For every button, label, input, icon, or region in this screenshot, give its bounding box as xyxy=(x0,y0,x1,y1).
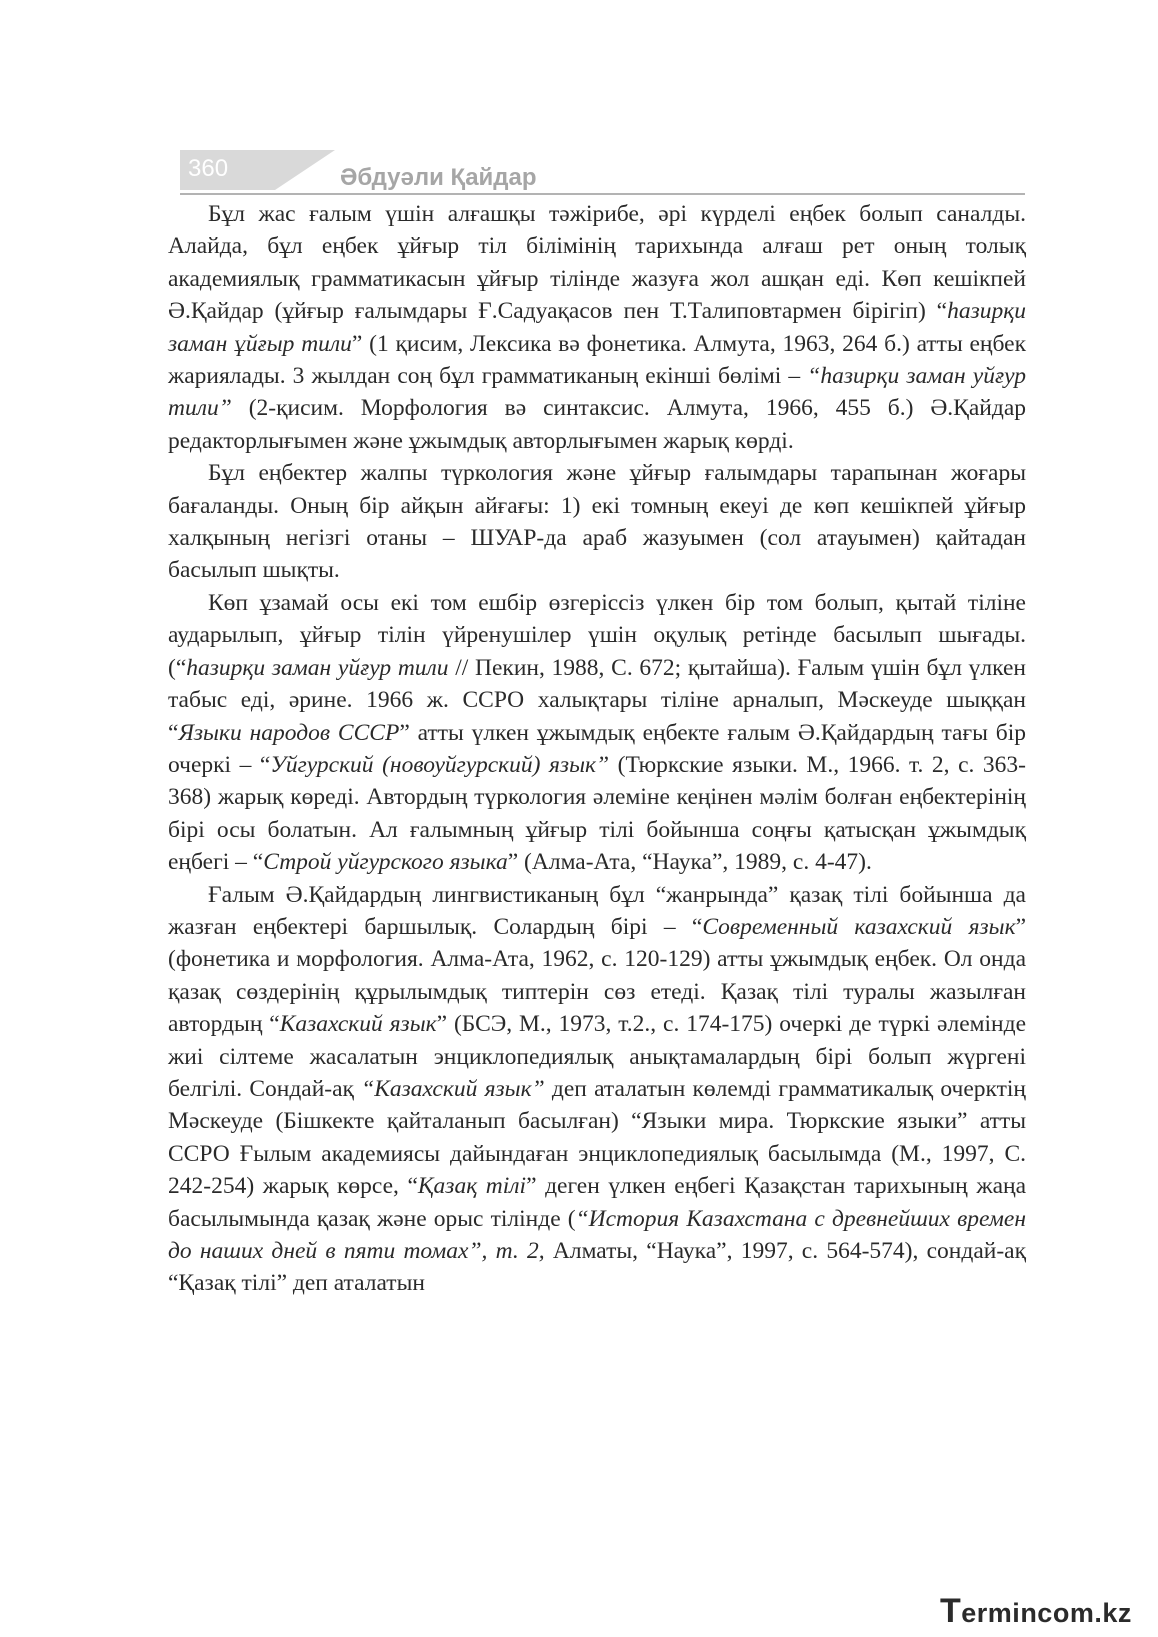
paragraph-3 xyxy=(168,587,1026,879)
italic-title: “һазирқи заман уйғур тили” xyxy=(168,363,1026,422)
watermark-letter: T xyxy=(940,1592,962,1630)
watermark-letter: o xyxy=(1052,1598,1070,1628)
text-run: ” деген үлкен еңбегі Қазақстан тарихының жаңа басылымында қазақ және орыс тілінде ( xyxy=(168,1173,1027,1232)
italic-title: “История Казахстана с древнейших времен до наших дней в пяти томах”, т. 2, xyxy=(168,1205,1026,1264)
termincom-watermark xyxy=(940,1592,1132,1631)
italic-title: Қазақ тілі xyxy=(417,1173,527,1200)
italic-title: Уйгурский (новоуйгурский) язык” xyxy=(270,751,610,778)
paragraph-2: Бұл еңбектер жалпы түркология және ұйғыр ғалымдары тарапынан жоғары бағаланды. Оның бір айқын айғағы: 1) екі томның екеуі де көп кешікпей ұйғыр халқының негізгі отаны – ШУАР-да араб жазуымен (сол атауымен) қайтадан басылып шықты. xyxy=(168,460,1026,584)
text-run: ” (Алма-Ата, “Наука”, 1989, с. 4-47). xyxy=(507,849,872,876)
italic-title: “Казахский язык” xyxy=(361,1075,545,1102)
italic-title: Языки народов СССР xyxy=(178,719,400,746)
watermark-text: erminc xyxy=(961,1598,1053,1628)
text-run: ” (фонетика и морфология. Алма-Ата, 1962, с. 120-129) атты ұжымдық еңбек. Ол онда қазақ сөздерінің құрылымдық типтерін сөз етеді. Қазақ тілі туралы жазылған автордың “ xyxy=(168,913,1027,1038)
body-text xyxy=(168,198,1026,1300)
text-run: // Пекин, 1988, С. 672; қытайша). Ғалым үшін бұл үлкен табыс еді, әрине. 1966 ж. ССРО халықтары тіліне арналып, Мәскеуде шыққан “ xyxy=(168,654,1026,746)
text-run: ” (БСЭ, М., 1973, т.2., с. 174-175) очеркі де түркі әлемінде жиі сілтеме жасалатын энциклопедиялық анықтамалардың бірі болып жүргені белгілі. Сондай-ақ xyxy=(168,1011,1027,1102)
paragraph-1 xyxy=(168,198,1026,457)
italic-title: һазирқи заман ұйғыр тили xyxy=(168,298,1026,357)
text-run: (Тюркские языки. М., 1966. т. 2, с. 363-368) жарық көреді. Автордың түркология әлеміне кеңінен мәлім болған еңбектерінің бірі осы болатын. Ал ғалымның ұйғыр тілі бойынша соңғы қатысқан ұжымдық еңбегі – “ xyxy=(168,751,1027,876)
paragraph-4 xyxy=(168,879,1026,1300)
watermark-text: m.kz xyxy=(1069,1598,1132,1628)
page-header xyxy=(180,150,1025,195)
text-run: (2-қисим. Морфология вә синтаксис. Алмута, 1966, 455 б.) Ә.Қайдар редакторлығымен және ұжымдық авторлығымен жарық көрді. xyxy=(168,395,1026,454)
text-run: Алматы, “Наука”, 1997, с. 564-574), сондай-ақ “Қазақ тілі” деп аталатын xyxy=(168,1238,1026,1297)
text-run: деп аталатын көлемді грамматикалық очерктің Мәскеуде (Бішкекте қайталанып басылған) “Языки мира. Тюркские языки” атты ССРО Ғылым академиясы дайындаған энциклопедиялық басылымда (М., 1997, С. 242-254) жарық көрсе, “ xyxy=(168,1075,1026,1200)
text-run: ” атты үлкен ұжымдық еңбекте ғалым Ә.Қайдардың тағы бір очеркі – “ xyxy=(168,719,1026,778)
page-number: 360 xyxy=(188,155,229,182)
text-run: Ғалым Ә.Қайдардың лингвистиканың бұл “жанрында” қазақ тілі бойынша да жазған еңбектері баршылық. Солардың бірі – “ xyxy=(168,881,1026,940)
italic-title: Строй уйгурского языка xyxy=(263,849,508,876)
page-number-wedge xyxy=(275,150,335,190)
text-run: Көп ұзамай осы екі том ешбір өзгеріссіз үлкен бір том болып, қытай тіліне аударылып, ұйғыр тілін үйренушілер үшін оқулық ретінде басылып шығады. (“ xyxy=(168,589,1026,681)
text-run: ” (1 қисим, Лексика вә фонетика. Алмута, 1963, 264 б.) атты еңбек жариялады. 3 жылдан соң бұл грамматиканың екінші бөлімі – xyxy=(168,330,1026,390)
running-head: Әбдуәли Қайдар xyxy=(340,164,537,191)
page-number-tab xyxy=(180,150,275,190)
italic-title: Современный казахский язык xyxy=(702,913,1016,940)
text-run: Бұл жас ғалым үшін алғашқы тәжірибе, әрі күрделі еңбек болып саналды. Алайда, бұл еңбек ұйғыр тіл білімінің тарихында алғаш рет оның толық академиялық грамматикасын ұйғыр тілінде жазуға жол ашқан еді. Көп кешікпей Ә.Қайдар (ұйғыр ғалымдары Ғ.Садуақасов пен Т.Талиповтармен бірігіп) “ xyxy=(168,201,1026,325)
italic-title: Казахский язык xyxy=(279,1011,437,1038)
header-rule xyxy=(180,193,1025,195)
italic-title: һазирқи заман уйғур тили xyxy=(186,654,449,681)
